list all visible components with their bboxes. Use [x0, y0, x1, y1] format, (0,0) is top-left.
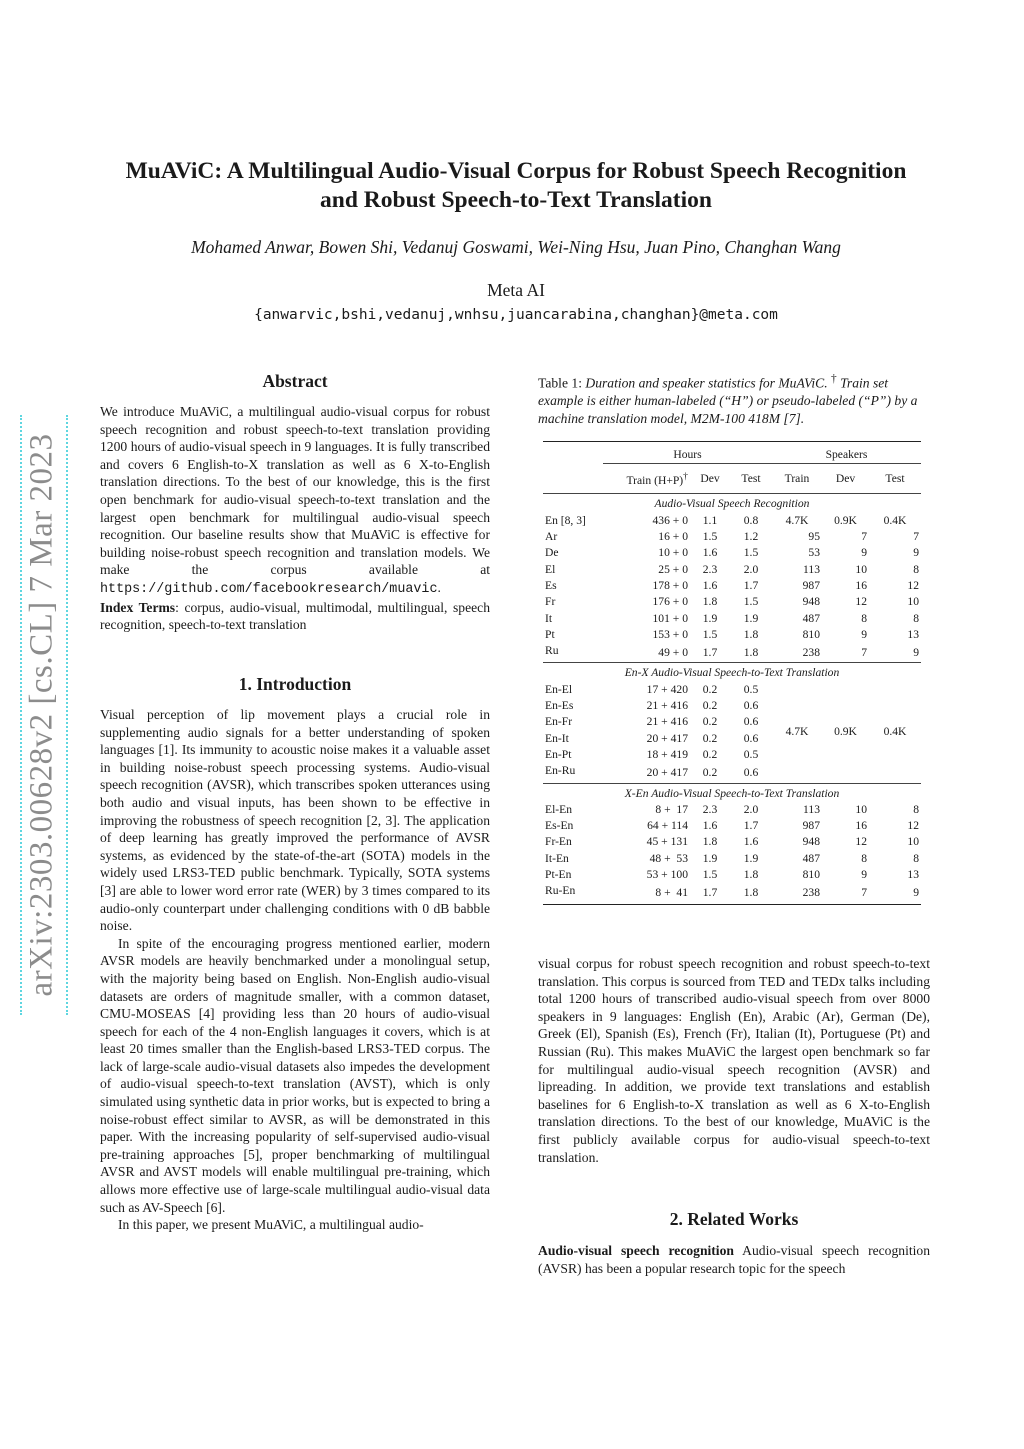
abstract-body [100, 403, 490, 634]
table-row: En-Es 21 + 416 0.2 0.6 [545, 699, 759, 713]
right-column-body [538, 955, 930, 1166]
table-row: En-El 17 + 420 0.2 0.5 4.7K 0.9K 0.4K [543, 682, 921, 698]
paper-title-line1: MuAViC: A Multilingual Audio-Visual Corpus for Robust Speech Recognition [125, 158, 907, 184]
col-dev-hours: Dev [700, 472, 720, 486]
table-group-header [543, 442, 921, 464]
table-row: It 101 + 0 1.9 1.9 487 8 8 [545, 611, 919, 625]
related-works-heading: 2. Related Works [669, 1209, 799, 1229]
intro-body [100, 706, 490, 1234]
paper-title-line2: and Robust Speech-to-Text Translation [320, 187, 712, 213]
table-row: En-Pt 18 + 419 0.2 0.5 [545, 747, 759, 761]
paper-authors: Mohamed Anwar, Bowen Shi, Vedanuj Goswami, Wei-Ning Hsu, Juan Pino, Changhan Wang [191, 237, 841, 257]
avsr-text: Audio-visual speech recognition (AVSR) has been a popular research topic for the speech [538, 1243, 930, 1276]
table-row: En [8, 3] 436 + 0 1.1 0.8 4.7K 0.9K 0.4K [545, 513, 907, 527]
enx-speakers-train: 4.7K [785, 724, 809, 738]
col-train-speakers: Train [784, 472, 810, 486]
table-caption-text-2: Train set example is either human-labeled (“H”) or pseudo-labeled (“P”) by a machine translation model, M2M-100 418M [7]. [538, 375, 918, 426]
table-row: Pt 153 + 0 1.5 1.8 810 9 13 [545, 627, 919, 641]
intro-paragraph-2: In spite of the encouraging progress mentioned earlier, modern AVSR models are heavily benchmarked under a monolingual setup, with the majority being based on English. Non-English audio-visual datasets are orders of magnitude smaller, with a common dataset, CMU-MOSEAS [4] providing less than 20 hours of audio-visual speech for each of the 4 non-English languages it covers, which is at least 20 times smaller than the English-based LRS3-TED corpus. The lack of large-scale audio-visual datasets also impedes the development of audio-visual speech-to-text translation (AVST), which is only simulated using synthetic data in prior works, but is expected to bring a noise-robust effect similar to AVSR, as will be demonstrated in this paper. With the increasing popularity of self-supervised audio-visual pre-training approaches [5], proper benchmarking of multilingual AVSR and AVST models will enable multilingual pre-training, which allows more effective use of large-scale multilingual audio-visual data such as AV-Speech [6]. [100, 935, 490, 1215]
section-xen: X-En Audio-Visual Speech-to-Text Translation [624, 786, 840, 800]
intro-paragraph-3: In this paper, we present MuAViC, a multilingual audio- [118, 1217, 424, 1233]
section-enx: En-X Audio-Visual Speech-to-Text Translation [624, 666, 840, 680]
table-row: El-En 8 + 17 2.3 2.0 113 10 8 [545, 802, 919, 816]
table-row: Pt-En 53 + 100 1.5 1.8 810 9 13 [545, 867, 919, 881]
table-caption-text: Duration and speaker statistics for MuAViC. [585, 375, 828, 391]
index-terms: : corpus, audio-visual, multimodal, multilingual, speech recognition, speech-to-text translation [100, 599, 490, 633]
paper-affiliation: Meta AI [487, 280, 545, 300]
col-dev-speakers: Dev [835, 472, 856, 486]
col-train-hp: Train (H+P)† [626, 471, 688, 488]
abstract-text: We introduce MuAViC, a multilingual audio-visual corpus for robust speech recognition and robust speech-to-text translation providing 1200 hours of audio-visual speech in 9 languages. It is fully transcribed and covers 6 English-to-X translation as well as 6 X-to-English translation directions. To the best of our knowledge, this is the first open benchmark for audio-visual speech-to-text translation and the largest open benchmark for multilingual audio-visual speech recognition. Our baseline results show that MuAViC is effective for building noise-robust speech recognition and translation models. We make the corpus available at [100, 404, 490, 578]
speakers-group-label: Speakers [772, 442, 921, 464]
table-row: It-En 48 + 53 1.9 1.9 487 8 8 [545, 851, 919, 865]
table-row: Es 178 + 0 1.6 1.7 987 16 12 [545, 578, 919, 592]
table-row: En-It 20 + 417 0.2 0.6 [545, 731, 759, 745]
intro-paragraph-1: Visual perception of lip movement plays a crucial role in supplementing audio signals for a better understanding of spoken languages [1]. Its immunity to acoustic noise makes it a valuable asset in building noise-robust speech processing systems. Audio-visual speech recognition (AVSR), which transcribes spoken utterances using both audio and visual inputs, has been shown to be effective in improving the robustness of speech recognition [2, 3]. The application of deep learning has greatly improved the performance of AVSR systems, as evidenced by the state-of-the-art (SOTA) models in the widely used LRS3-TED public benchmark. Typically, SOTA systems [3] are able to lower word error rate (WER) by 3 times compared to its audio-only counterpart under challenging conditions with 0 dB babble noise. [100, 707, 490, 934]
enx-speakers-test: 0.4K [883, 724, 907, 738]
statistics-table [543, 441, 921, 905]
table-row: De 10 + 0 1.6 1.5 53 9 9 [545, 546, 919, 560]
table-row: Ru 49 + 0 1.7 1.8 238 7 9 [543, 643, 921, 663]
arxiv-identifier [20, 415, 68, 1025]
hours-group-label: Hours [603, 442, 772, 464]
intro-paragraph-3-continued: visual corpus for robust speech recognition and robust speech-to-text translation. This corpus is sourced from TED and TEDx talks including total 1200 hours of transcribed audio-visual speech from over 8000 speakers in 9 languages: English (En), Arabic (Ar), German (De), Greek (El), Spanish (Es), French (Fr), Italian (It), Portuguese (Pt) and Russian (Ru). This makes MuAViC the largest open benchmark so far for multilingual audio-visual speech recognition (AVSR) and lipreading. In addition, we provide text translations and establish baselines for 6 English-to-X translation as well as 6 X-to-English translation directions. To the best of our knowledge, MuAViC is the first publicly available corpus for audio-visual speech-to-text translation. [538, 956, 930, 1165]
abstract-text-end: . [437, 579, 441, 595]
table-column-header [543, 464, 921, 494]
table-row: Es-En 64 + 114 1.6 1.7 987 16 12 [545, 819, 919, 833]
abstract-heading: Abstract [262, 371, 328, 391]
table-caption-dagger: † [831, 373, 837, 385]
enx-speakers-dev: 0.9K [834, 724, 857, 738]
arxiv-identifier-text: arXiv:2303.00628v2 [cs.CL] 7 Mar 2023 [23, 433, 60, 997]
related-works-body [538, 1242, 930, 1277]
table-caption-label: Table 1: [538, 375, 582, 391]
paper-title [60, 157, 972, 215]
corpus-link[interactable]: https://github.com/facebookresearch/muavic [100, 581, 438, 597]
table-row: El 25 + 0 2.3 2.0 113 10 8 [545, 562, 919, 576]
section-avsr: Audio-Visual Speech Recognition [654, 497, 810, 511]
index-terms-label: Index Terms [100, 599, 176, 615]
col-test-hours: Test [741, 472, 761, 486]
intro-heading: 1. Introduction [238, 674, 352, 694]
table-row: Fr-En 45 + 131 1.8 1.6 948 12 10 [545, 835, 919, 849]
table-row: En-Fr 21 + 416 0.2 0.6 [545, 715, 759, 729]
table-row: Ru-En 8 + 41 1.7 1.8 238 7 9 [543, 883, 921, 904]
col-test-speakers: Test [885, 472, 905, 486]
paper-emails: {anwarvic,bshi,vedanuj,wnhsu,juancarabina,changhan}@meta.com [254, 307, 778, 323]
table-row: En-Ru 20 + 417 0.2 0.6 [543, 763, 921, 783]
table-caption [538, 371, 930, 427]
table-row: Fr 176 + 0 1.8 1.5 948 12 10 [545, 595, 919, 609]
avsr-subheading: Audio-visual speech recognition [538, 1243, 734, 1258]
table-row: Ar 16 + 0 1.5 1.2 95 7 7 [545, 530, 919, 544]
